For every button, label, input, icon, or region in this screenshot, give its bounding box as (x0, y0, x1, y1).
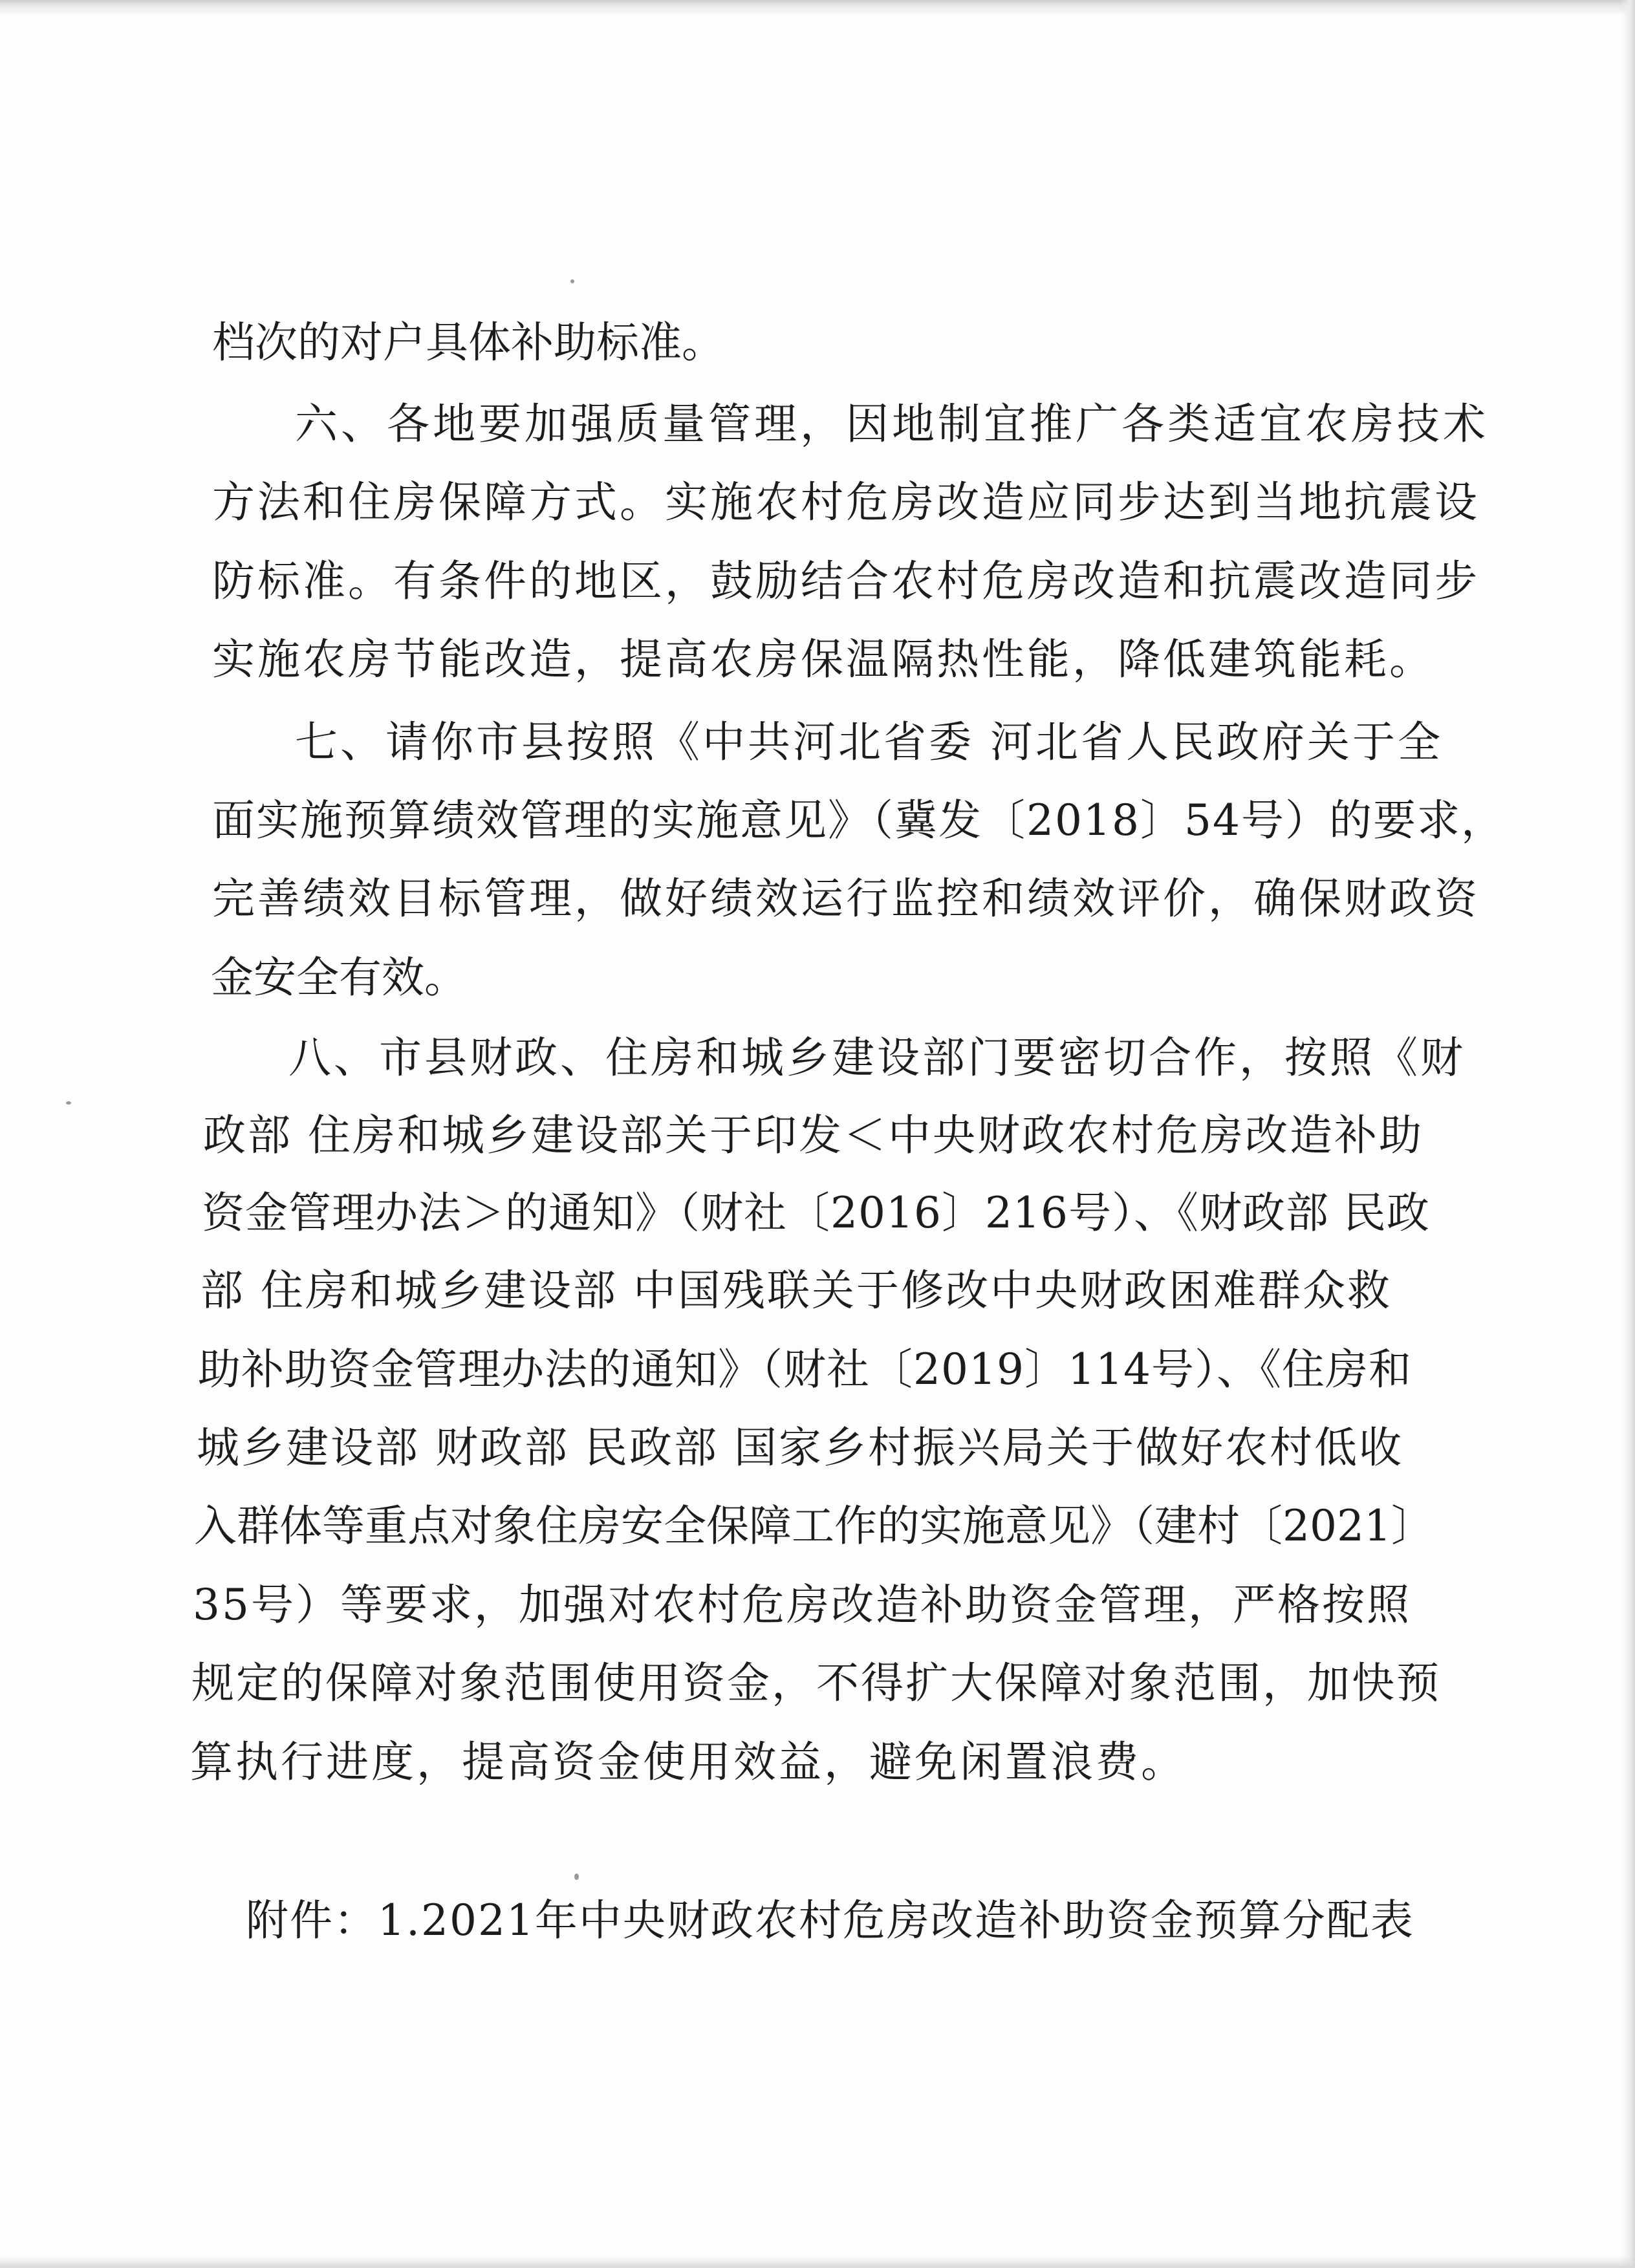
text-line: 资金管理办法＞的通知》（财社〔2016〕216号）、《财政部 民政 (202, 1188, 1430, 1238)
text-line: 入群体等重点对象住房安全保障工作的实施意见》（建村〔2021〕 (194, 1501, 1434, 1551)
text-line: 六、各地要加强质量管理，因地制宜推广各类适宜农房技术 (295, 399, 1489, 449)
text-line: 面实施预算绩效管理的实施意见》（冀发〔2018〕54号）的要求， (212, 795, 1505, 845)
text-line: 八、市县财政、住房和城乡建设部门要密切合作，按照《财 (288, 1033, 1466, 1083)
text-line: 完善绩效目标管理，做好绩效运行监控和绩效评价，确保财政资 (212, 874, 1480, 923)
text-line: 部 住房和城乡建设部 中国残联关于修改中央财政困难群众救 (200, 1266, 1392, 1315)
text-line: 算执行进度，提高资金使用效益，避免闲置浪费。 (190, 1737, 1186, 1787)
text-line: 35号）等要求，加强对农村危房改造补助资金管理，严格按照 (193, 1580, 1411, 1630)
text-line: 七、请你市县按照《中共河北省委 河北省人民政府关于全 (295, 717, 1443, 767)
text-line: 方法和住房保障方式。实施农村危房改造应同步达到当地抗震设 (212, 477, 1480, 527)
text-line: 规定的保障对象范围使用资金，不得扩大保障对象范围，加快预 (191, 1658, 1441, 1708)
text-line: 城乡建设部 财政部 民政部 国家乡村振兴局关于做好农村低收 (197, 1423, 1403, 1473)
text-line: 政部 住房和城乡建设部关于印发＜中央财政农村危房改造补助 (203, 1110, 1424, 1160)
text-line: 金安全有效。 (211, 953, 467, 1002)
text-line: 档次的对户具体补助标准。 (212, 318, 724, 367)
text-line: 实施农房节能改造，提高农房保温隔热性能，降低建筑能耗。 (212, 634, 1435, 684)
text-line: 防标准。有条件的地区，鼓励结合农村危房改造和抗震改造同步 (212, 556, 1480, 606)
attachment-line: 附件：1.2021年中央财政农村危房改造补助资金预算分配表 (246, 1895, 1414, 1945)
text-line: 助补助资金管理办法的通知》（财社〔2019〕114号）、《住房和 (198, 1345, 1412, 1394)
